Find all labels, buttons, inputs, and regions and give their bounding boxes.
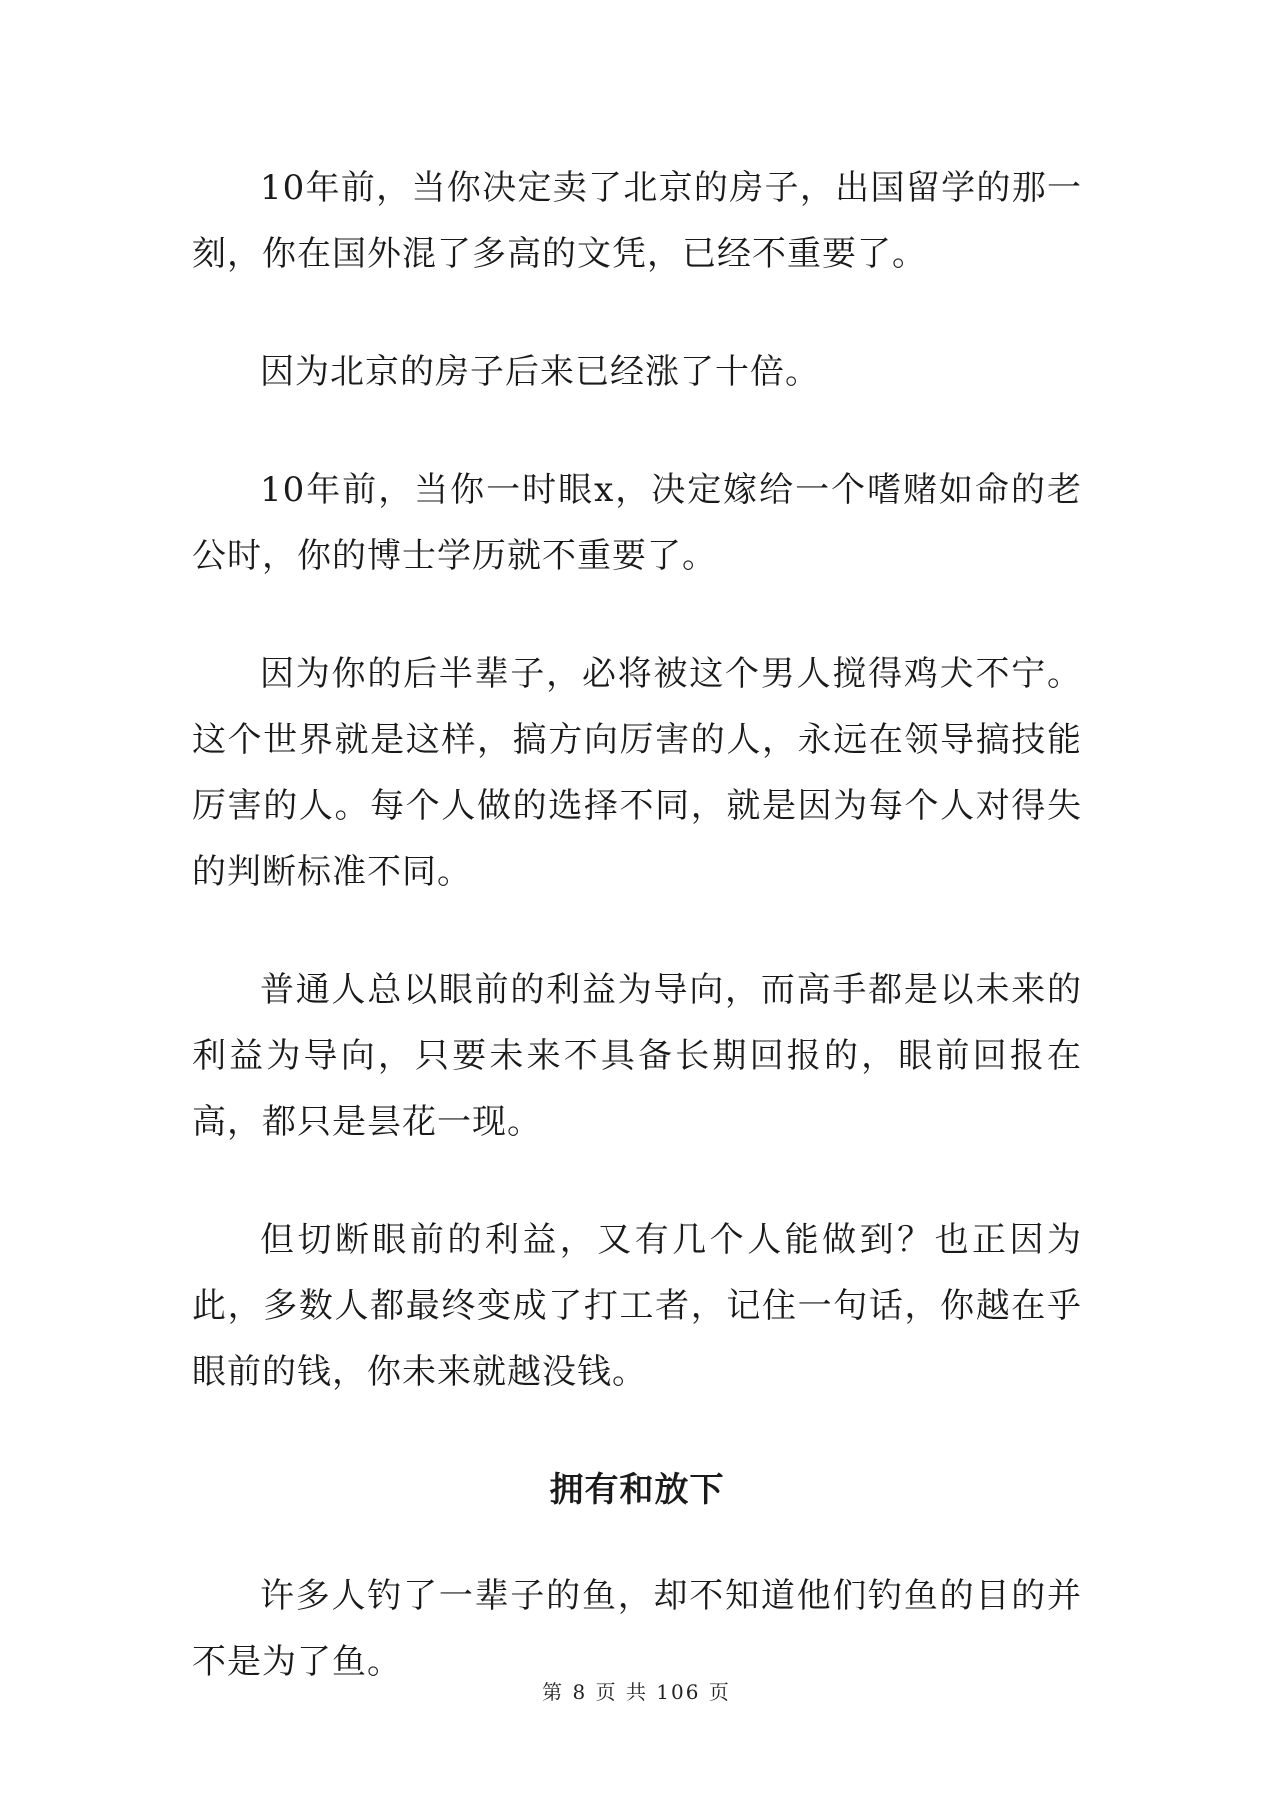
page-footer: 第 8 页 共 106 页 bbox=[542, 1680, 731, 1704]
paragraph-2: 因为北京的房子后来已经涨了十倍。 bbox=[260, 352, 820, 392]
paragraph-1: 10年前，当你决定卖了北京的房子，出国留学的那一刻，你在国外混了多高的文凭，已经不重要了。 bbox=[192, 168, 1082, 274]
section-heading: 拥有和放下 bbox=[549, 1470, 725, 1510]
paragraph-3: 10年前，当你一时眼x，决定嫁给一个嗜赌如命的老公时，你的博士学历就不重要了。 bbox=[192, 470, 1082, 576]
paragraph-5: 普通人总以眼前的利益为导向，而高手都是以未来的利益为导向，只要未来不具备长期回报的，眼前回报在高，都只是昙花一现。 bbox=[192, 970, 1082, 1142]
paragraph-4: 因为你的后半辈子，必将被这个男人搅得鸡犬不宁。这个世界就是这样，搞方向厉害的人，永远在领导搞技能厉害的人。每个人做的选择不同，就是因为每个人对得失的判断标准不同。 bbox=[192, 654, 1082, 892]
paragraph-6: 但切断眼前的利益，又有几个人能做到？也正因为此，多数人都最终变成了打工者，记住一句话，你越在乎眼前的钱，你未来就越没钱。 bbox=[192, 1220, 1082, 1392]
page-content bbox=[192, 155, 1082, 1747]
section-paragraph-1: 许多人钓了一辈子的鱼，却不知道他们钓鱼的目的并不是为了鱼。 bbox=[192, 1576, 1082, 1682]
